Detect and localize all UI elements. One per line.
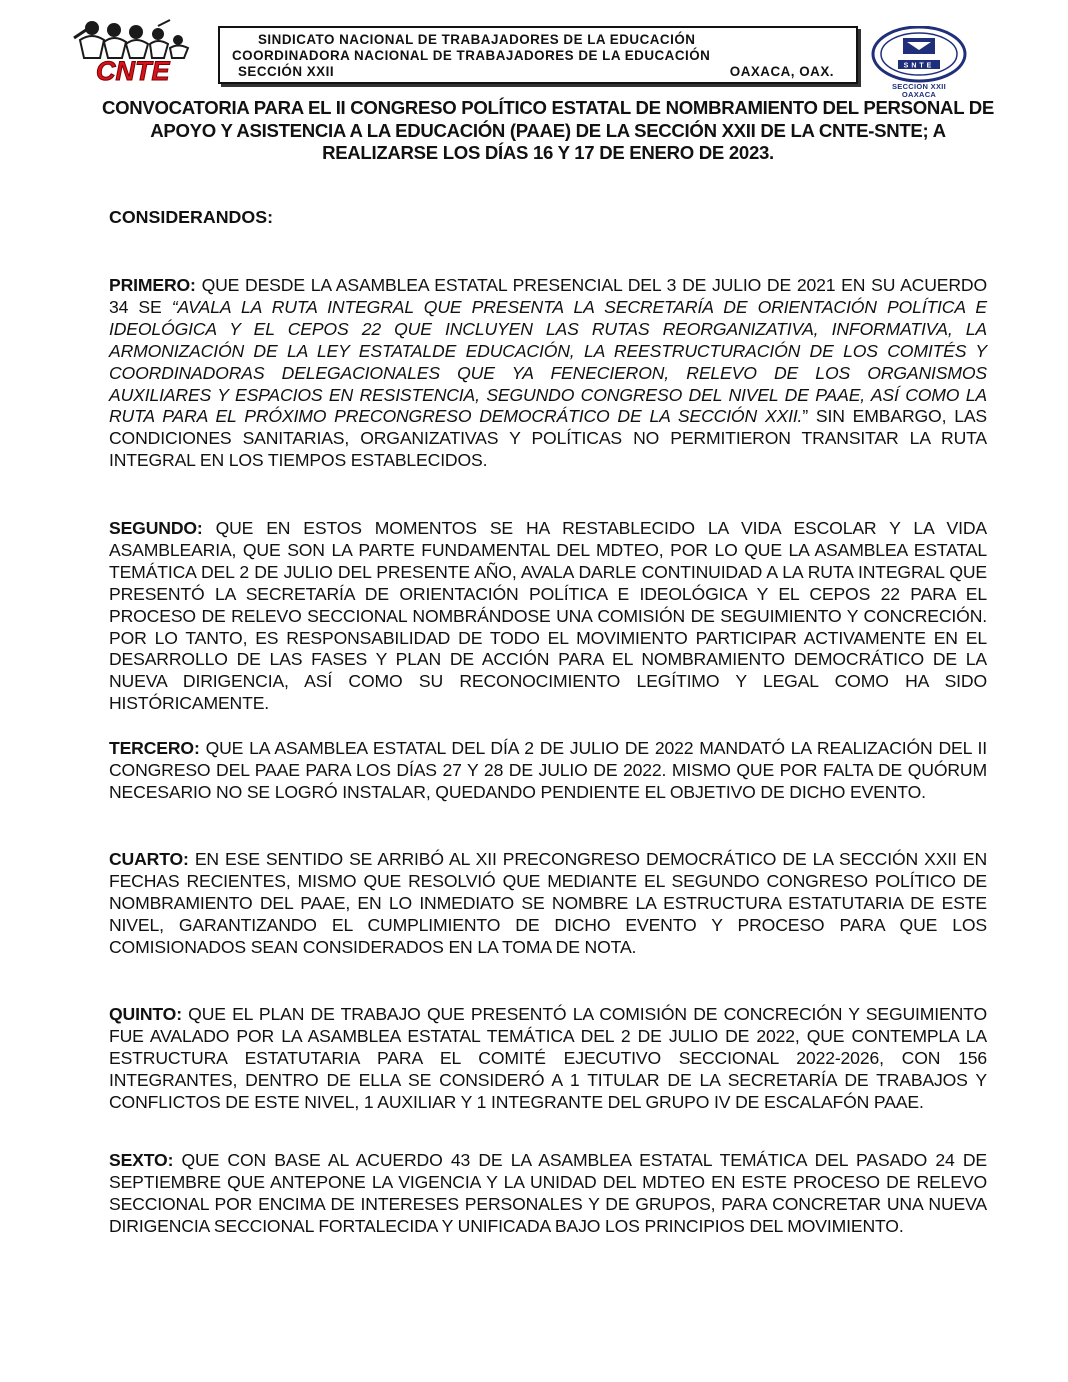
seal-caption-section: SECCION XXII <box>891 82 947 91</box>
letterhead-line-1: SINDICATO NACIONAL DE TRABAJADORES DE LA EDUCACIÓN <box>258 32 696 47</box>
paragraph-tercero <box>109 738 987 804</box>
cnte-logo <box>70 18 202 86</box>
cnte-logo-text: CNTE <box>96 56 170 86</box>
paragraph-label: SEXTO: <box>109 1150 174 1170</box>
paragraph-sexto <box>109 1150 987 1238</box>
snte-seal-icon <box>870 26 968 84</box>
paragraph-text: QUE EL PLAN DE TRABAJO QUE PRESENTÓ LA COMISIÓN DE CONCRECIÓN Y SEGUIMIENTO FUE AVALADO POR LA ASAMBLEA ESTATAL TEMÁTICA DEL 2 DE JULIO DE 2022, QUE CONTEMPLA LA ESTRUCTURA ESTATUTARIA PARA EL COMITÉ EJECUTIVO SECCIONAL 2022-2026, CON 156 INTEGRANTES, DENTRO DE ELLA SE CONSIDERÓ A 1 TITULAR DE LA SECRETARÍA DE TRABAJOS Y CONFLICTOS DE ESTE NIVEL, 1 AUXILIAR Y 1 INTEGRANTE DEL GRUPO IV DE ESCALAFÓN PAAE. <box>109 1004 987 1112</box>
letterhead-location: OAXACA, OAX. <box>729 64 834 79</box>
letterhead <box>70 18 980 99</box>
seal-caption-city: OAXACA <box>901 90 937 99</box>
snte-seal <box>870 26 968 98</box>
paragraph-text: EN ESE SENTIDO SE ARRIBÓ AL XII PRECONGRESO DEMOCRÁTICO DE LA SECCIÓN XXII EN FECHAS RECIENTES, MISMO QUE RESOLVIÓ QUE MEDIANTE EL SEGUNDO CONGRESO POLÍTICO DE NOMBRAMIENTO DEL PAAE, EN LO INMEDIATO SE NOMBRE LA ESTRUCTURA ESTATUTARIA DE ESTE NIVEL, GARANTIZANDO EL CUMPLIMIENTO DE DICHO EVENTO Y PROCESO PARA QUE LOS COMISIONADOS SEAN CONSIDERADOS EN LA TOMA DE NOTA. <box>109 849 987 957</box>
section-heading: CONSIDERANDOS: <box>109 207 273 227</box>
paragraph-primero <box>109 275 987 472</box>
paragraph-quote: “AVALA LA RUTA INTEGRAL QUE PRESENTA LA SECRETARÍA DE ORIENTACIÓN POLÍTICA E IDEOLÓGICA Y EL CEPOS 22 QUE INCLUYEN LAS RUTAS REORGANIZATIVA, INFORMATIVA, LA ARMONIZACIÓN DE LA LEY ESTATALDE EDUCACIÓN, LA REESTRUCTURACIÓN DE LOS COMITÉS Y COORDINADORAS DELEGACIONALES QUE YA FENECIERON, RELEVO DE LOS ORGANISMOS AUXILIARES Y ESPACIOS EN RESISTENCIA, SEGUNDO CONGRESO DEL NIVEL DE PAAE, ASÍ COMO LA RUTA PARA EL PRÓXIMO PRECONGRESO DEMOCRÁTICO DE LA SECCIÓN XXII. <box>109 296 987 427</box>
paragraph-segundo <box>109 518 987 715</box>
letterhead-section: SECCIÓN XXII <box>238 64 335 79</box>
paragraph-quinto <box>109 1004 987 1114</box>
paragraph-label: CUARTO: <box>109 849 189 869</box>
paragraph-cuarto <box>109 849 987 959</box>
paragraph-text: QUE CON BASE AL ACUERDO 43 DE LA ASAMBLEA ESTATAL TEMÁTICA DEL PASADO 24 DE SEPTIEMBRE QUE ANTEPONE LA VIGENCIA Y LA UNIDAD DEL MDTEO EN ESTE PROCESO DE RELEVO SECCIONAL POR ENCIMA DE INTERESES PERSONALES Y DE GRUPOS, PARA CONCRETAR UNA NUEVA DIRIGENCIA SECCIONAL FORTALECIDA Y UNIFICADA BAJO LOS PRINCIPIOS DEL MOVIMIENTO. <box>109 1150 987 1236</box>
paragraph-label: TERCERO: <box>109 738 200 758</box>
paragraph-label: PRIMERO: <box>109 275 196 295</box>
paragraph-text-after: ” SIN EMBARGO, LAS CONDICIONES SANITARIAS, ORGANIZATIVAS Y POLÍTICAS NO PERMITIERON TRANSITAR LA RUTA INTEGRAL EN LOS TIEMPOS ESTABLECIDOS. <box>109 406 987 471</box>
paragraph-label: SEGUNDO: <box>109 518 203 538</box>
paragraph-text: QUE DESDE LA ASAMBLEA ESTATAL PRESENCIAL DEL 3 DE JULIO DE 2021 EN SU ACUERDO 34 SE <box>109 275 987 317</box>
letterhead-line-2: COORDINADORA NACIONAL DE TRABAJADORES DE LA EDUCACIÓN <box>232 48 711 63</box>
document-title: CONVOCATORIA PARA EL II CONGRESO POLÍTICO ESTATAL DE NOMBRAMIENTO DEL PERSONAL DE APOYO Y ASISTENCIA A LA EDUCACIÓN (PAAE) DE LA SECCIÓN XXII DE LA CNTE-SNTE; A REALIZARSE LOS DÍAS 16 Y 17 DE ENERO DE 2023. <box>101 97 995 163</box>
paragraph-text: QUE LA ASAMBLEA ESTATAL DEL DÍA 2 DE JULIO DE 2022 MANDATÓ LA REALIZACIÓN DEL II CONGRESO DEL PAAE PARA LOS DÍAS 27 Y 28 DE JULIO DE 2022. MISMO QUE POR FALTA DE QUÓRUM NECESARIO NO SE LOGRÓ INSTALAR, QUEDANDO PENDIENTE EL OBJETIVO DE DICHO EVENTO. <box>109 738 987 802</box>
letterhead-box <box>218 26 858 84</box>
snte-letters: SNTE <box>903 62 935 70</box>
paragraph-text: QUE EN ESTOS MOMENTOS SE HA RESTABLECIDO LA VIDA ESCOLAR Y LA VIDA ASAMBLEARIA, QUE SON LA PARTE FUNDAMENTAL DEL MDTEO, POR LO QUE LA ASAMBLEA ESTATAL TEMÁTICA DEL 2 DE JULIO DEL PRESENTE AÑO, AVALA DARLE CONTINUIDAD A LA RUTA INTEGRAL QUE PRESENTÓ LA SECRETARÍA DE ORIENTACIÓN POLÍTICA E IDEOLÓGICA Y EL CEPOS 22 PARA EL PROCESO DE RELEVO SECCIONAL NOMBRÁNDOSE UNA COMISIÓN DE SEGUIMIENTO Y CONCRECIÓN. POR LO TANTO, ES RESPONSABILIDAD DE TODO EL MOVIMIENTO PARTICIPAR ACTIVAMENTE EN EL DESARROLLO DE LAS FASES Y PLAN DE ACCIÓN PARA EL NOMBRAMIENTO DEMOCRÁTICO DE LA NUEVA DIRIGENCIA, ASÍ COMO SU RECONOCIMIENTO LEGÍTIMO Y LEGAL COMO HA SIDO HISTÓRICAMENTE. <box>109 518 987 714</box>
paragraph-label: QUINTO: <box>109 1004 182 1024</box>
